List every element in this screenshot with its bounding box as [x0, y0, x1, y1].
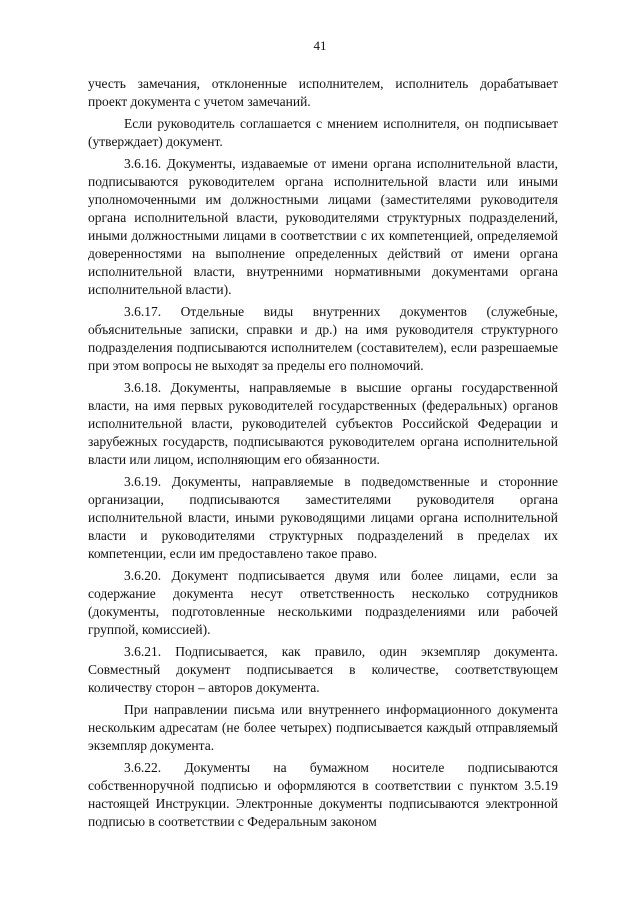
- paragraph: 3.6.20. Документ подписывается двумя или более лицами, если за содержание документа несут ответственность несколько сотрудников (документы, подготовленные несколькими подразделениями или рабочей группой, комиссией).: [88, 568, 558, 637]
- paragraph: 3.6.18. Документы, направляемые в высшие органы государственной власти, на имя первых руководителей государственных (федеральных) органов исполнительной власти, руководителей субъектов Российской Федерации и зарубежных государств, подписываются руководителем органа исполнительной власти или лицом, исполняющим его обязанности.: [88, 380, 558, 467]
- paragraph: 3.6.16. Документы, издаваемые от имени органа исполнительной власти, подписываются руководителем органа исполнительной власти или иными уполномоченными им должностными лицами (заместителями руководителя органа исполнительной власти, руководителями структурных подразделений, иными должностными лицами в соответствии с их компетенцией, определяемой доверенностями на выполнение определенных действий от имени органа исполнительной власти, внутренними нормативными документами органа исполнительной власти).: [88, 156, 558, 297]
- page-number: 41: [313, 38, 327, 53]
- paragraph: 3.6.17. Отдельные виды внутренних документов (служебные, объяснительные записки, справки и др.) на имя руководителя структурного подразделения подписываются исполнителем (составителем), если разрешаемые при этом вопросы не выходят за пределы его полномочий.: [88, 304, 558, 373]
- paragraph: 3.6.19. Документы, направляемые в подведомственные и сторонние организации, подписываются заместителями руководителя органа исполнительной власти, иными руководящими лицами органа исполнительной власти и руководителями структурных подразделений в пределах их компетенции, если им предоставлено такое право.: [88, 474, 558, 561]
- paragraph: 3.6.21. Подписывается, как правило, один экземпляр документа. Совместный документ подписывается в количестве, соответствующем количеству сторон – авторов документа.: [88, 644, 558, 695]
- paragraph: При направлении письма или внутреннего информационного документа нескольким адресатам (не более четырех) подписывается каждый отправляемый экземпляр документа.: [88, 702, 558, 753]
- paragraph: 3.6.22. Документы на бумажном носителе подписываются собственноручной подписью и оформляются в соответствии с пунктом 3.5.19 настоящей Инструкции. Электронные документы подписываются электронной подписью в соответствии с Федеральным законом: [88, 760, 558, 829]
- document-body: [88, 75, 558, 835]
- paragraph: учесть замечания, отклоненные исполнителем, исполнитель дорабатывает проект документа с учетом замечаний.: [88, 76, 558, 109]
- paragraph: Если руководитель соглашается с мнением исполнителя, он подписывает (утверждает) документ.: [88, 116, 558, 149]
